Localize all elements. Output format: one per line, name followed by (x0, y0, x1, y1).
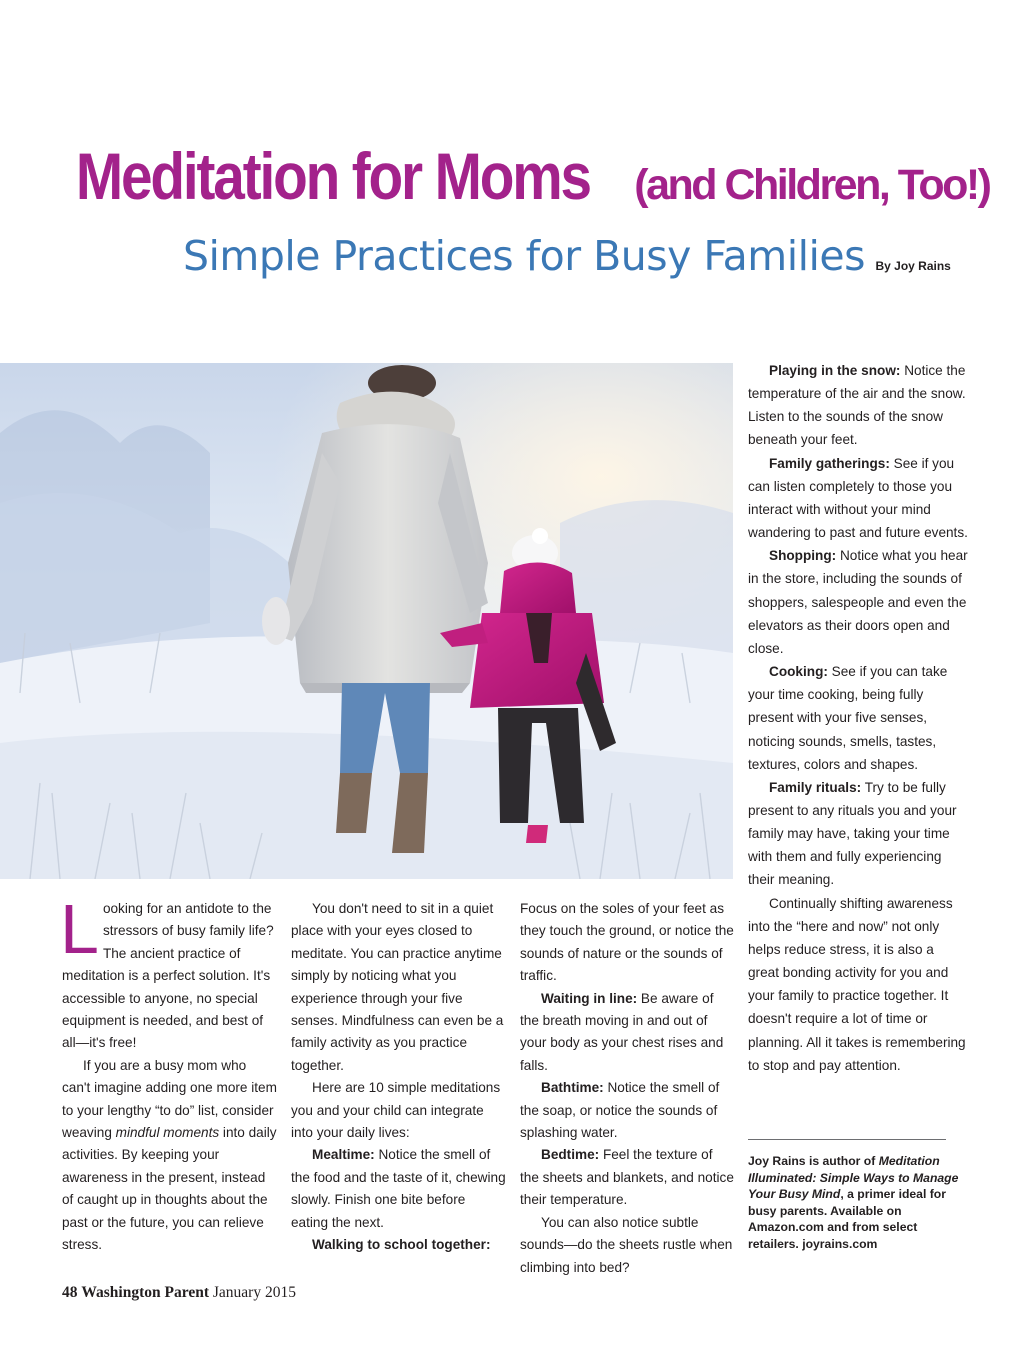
page-number: 48 (62, 1284, 78, 1301)
author-bio: Joy Rains is author of Meditation Illuminated: Simple Ways to Manage Your Busy Mind, a primer ideal for busy parents. Available on Amazon.com and from select retailers. joyrains.com (748, 1154, 959, 1251)
subtitle-row (183, 232, 951, 280)
shopping-item: Shopping: Notice what you hear in the store, including the sounds of shoppers, salespeople and even the elevators as their doors open and close. (748, 548, 968, 656)
walking-item-continued: Focus on the soles of your feet as they touch the ground, or notice the sounds of nature or the sounds of traffic. (520, 901, 734, 984)
drop-cap: L (60, 890, 99, 968)
closing-paragraph: Continually shifting awareness into the “here and now” not only helps reduce stress, it is also a great bonding activity for you and your family to practice together. It doesn't require a lot of time or planning. All it takes is remembering to stop and pay attention. (748, 895, 966, 1073)
byline: By Joy Rains (875, 259, 951, 273)
article-subtitle: Simple Practices for Busy Families (183, 232, 866, 280)
page-footer (62, 1284, 296, 1302)
practice-paragraph: You don't need to sit in a quiet place with your eyes closed to meditate. You can practice anytime simply by noticing what you experience through your five senses. Mindfulness can even be a family activity as you practice together. (291, 901, 504, 1073)
mealtime-item: Mealtime: Notice the smell of the food and the taste of it, chewing slowly. Finish one bite before eating the next. (291, 1147, 506, 1230)
snow-item: Playing in the snow: Notice the temperature of the air and the snow. Listen to the sounds of the snow beneath your feet. (748, 363, 966, 448)
column-1 (60, 890, 277, 1257)
waiting-item: Waiting in line: Be aware of the breath moving in and out of your body as your chest rises and falls. (520, 990, 724, 1073)
article-title (0, 138, 1024, 214)
busy-mom-paragraph: If you are a busy mom who can't imagine adding one more item to your lengthy “to do” list, consider weaving mindful moments into daily activities. By keeping your awareness in the present, instead of caught up in thoughts about the past or the future, you can relieve stress. (62, 1057, 277, 1253)
walking-item: Walking to school together: (312, 1237, 491, 1253)
ten-meditations-paragraph: Here are 10 simple meditations you and your child can integrate into your daily lives: (291, 1080, 501, 1141)
column-3 (520, 898, 735, 1279)
magazine-name: Washington Parent (81, 1284, 209, 1301)
title-main: Meditation for Moms (76, 139, 591, 213)
subtle-sounds-paragraph: You can also notice subtle sounds—do the sheets rustle when climbing into bed? (520, 1214, 733, 1275)
column-2 (291, 898, 506, 1257)
intro-paragraph: Looking for an antidote to the stressors of busy family life? The ancient practice of meditation is a perfect solution. It's accessible to anyone, no special equipment is needed, and best of all—it's free! (60, 890, 274, 1051)
bathtime-item: Bathtime: Notice the smell of the soap, or notice the sounds of splashing water. (520, 1080, 720, 1141)
gatherings-item: Family gatherings: See if you can listen completely to those you interact with without your mind wandering to past and future events. (748, 455, 968, 541)
rituals-item: Family rituals: Try to be fully present to any rituals you and your family may have, taking your time with them and fully experiencing their meaning. (748, 779, 957, 888)
title-parenthetical: (and Children, Too!) (634, 161, 990, 209)
cooking-item: Cooking: See if you can take your time cooking, being fully present with your five senses, noticing sounds, smells, tastes, textures, colors and shapes. (748, 664, 948, 772)
bedtime-item: Bedtime: Feel the texture of the sheets and blankets, and notice their temperature. (520, 1147, 734, 1208)
bio-divider (748, 1139, 946, 1140)
column-4 (748, 359, 968, 1077)
issue-date: January 2015 (212, 1284, 296, 1301)
mother-child-snow-photo (0, 363, 733, 879)
